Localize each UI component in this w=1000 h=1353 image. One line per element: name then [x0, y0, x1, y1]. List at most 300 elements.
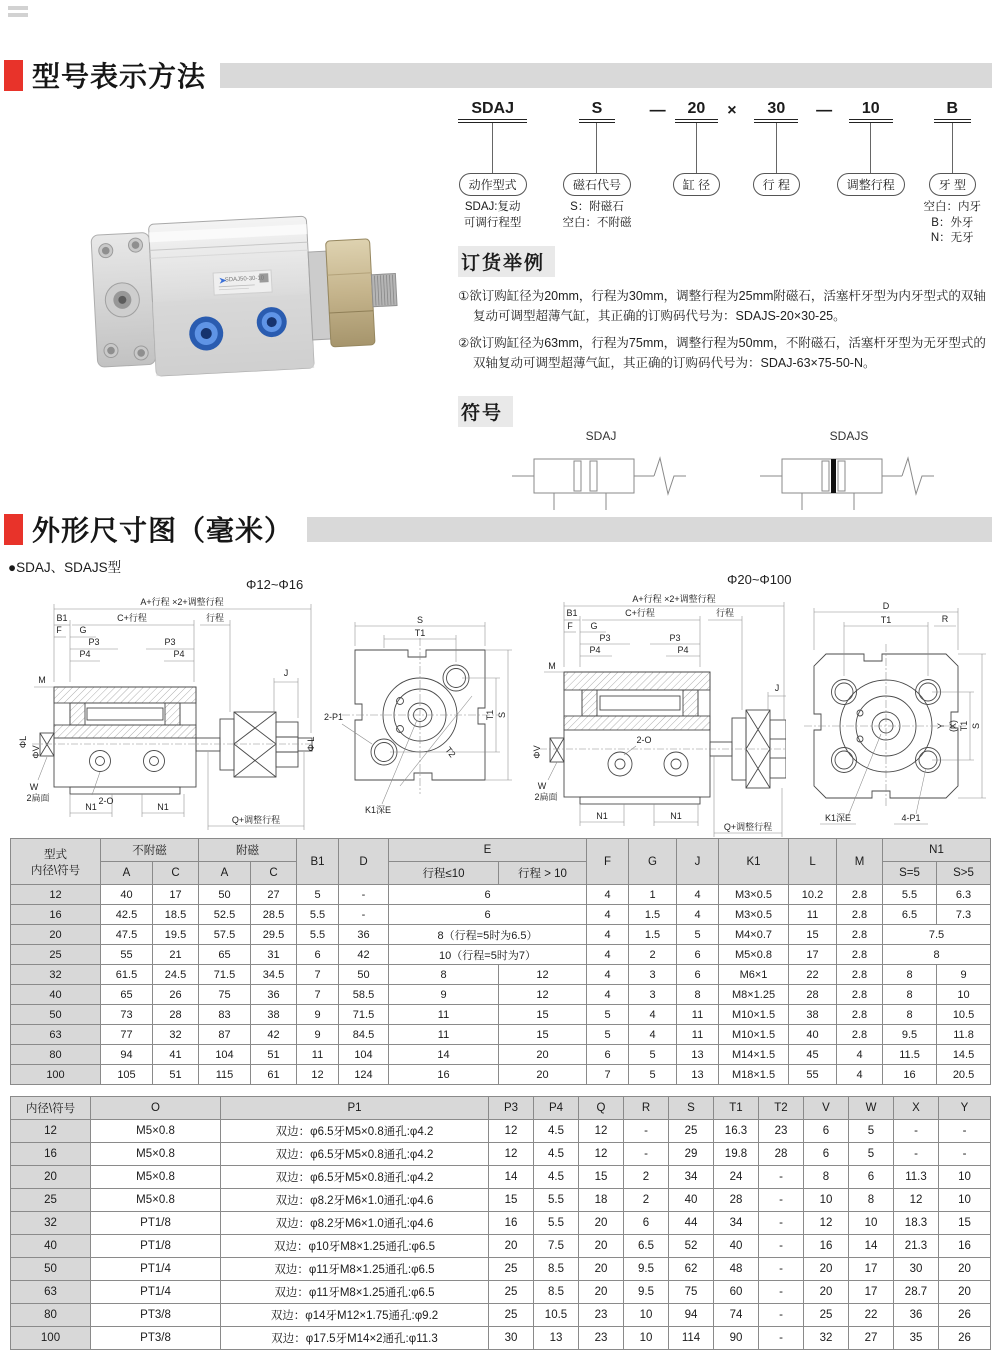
dim-label: T1: [414, 628, 426, 638]
dimension-table-2-container: [10, 1096, 991, 1350]
data-cell: 20: [579, 1235, 624, 1258]
data-cell: 57.5: [199, 925, 251, 945]
data-cell: 25: [489, 1258, 534, 1281]
dim-label: J: [283, 668, 289, 678]
data-cell: 2: [624, 1189, 669, 1212]
code-segment: 20: [675, 100, 719, 123]
data-cell: -: [759, 1281, 804, 1304]
code-segment: B: [934, 100, 972, 123]
data-cell: 35: [894, 1327, 939, 1350]
symbol-label: SDAJS: [829, 429, 869, 443]
data-cell: 10（行程=5时为7）: [389, 945, 587, 965]
header-line: 型式: [44, 848, 67, 861]
data-cell: 5: [629, 1065, 677, 1085]
data-cell: 5: [297, 885, 339, 905]
code-label-pill: 缸 径: [673, 173, 720, 196]
data-cell: 双边：φ6.5牙M5×0.8通孔:φ4.2: [221, 1120, 489, 1143]
column-header: T2: [759, 1097, 804, 1120]
data-cell: 73: [101, 1005, 153, 1025]
column-header: P4: [534, 1097, 579, 1120]
data-cell: 83: [199, 1005, 251, 1025]
row-header-cell: 12: [11, 1120, 91, 1143]
connector-line: [492, 123, 493, 173]
dim-label: Y: [936, 722, 946, 730]
data-cell: 2: [629, 945, 677, 965]
code-separator: —: [816, 102, 833, 119]
data-cell: 2.8: [837, 945, 883, 965]
model-code-part: [910, 100, 995, 247]
data-cell: 5: [849, 1120, 894, 1143]
data-cell: 15: [499, 1005, 587, 1025]
data-cell: 104: [199, 1045, 251, 1065]
table-row: [11, 1166, 991, 1189]
dim-label: P3: [599, 633, 611, 643]
dim-label: M: [548, 661, 556, 671]
data-cell: 28.5: [251, 905, 297, 925]
data-cell: 74: [714, 1304, 759, 1327]
column-header: R: [624, 1097, 669, 1120]
data-cell: 13: [534, 1327, 579, 1350]
column-header: A: [101, 862, 153, 885]
column-header: Y: [939, 1097, 991, 1120]
data-cell: 双边：φ8.2牙M6×1.0通孔:φ4.6: [221, 1189, 489, 1212]
data-cell: 23: [579, 1327, 624, 1350]
table-row: [11, 965, 991, 985]
column-header: F: [587, 839, 629, 885]
data-cell: 4: [677, 885, 719, 905]
connector-line: [696, 123, 697, 173]
data-cell: 25: [489, 1304, 534, 1327]
table-row: [11, 1005, 991, 1025]
model-code-part: [544, 100, 649, 231]
column-header: 不附磁: [101, 839, 199, 862]
dimensions-table-main: [10, 838, 991, 1085]
column-header: N1: [883, 839, 991, 862]
data-cell: 双边：φ10牙M8×1.25通孔:φ6.5: [221, 1235, 489, 1258]
symbol-label: SDAJ: [585, 429, 617, 443]
data-cell: -: [339, 885, 389, 905]
data-cell: 51: [153, 1065, 199, 1085]
drawing-front-view-large: [786, 592, 991, 838]
dim-label: A+行程 ×2+调整行程: [632, 594, 716, 604]
connector-line: [952, 123, 953, 173]
data-cell: 6: [677, 965, 719, 985]
data-cell: 20: [804, 1281, 849, 1304]
data-cell: 124: [339, 1065, 389, 1085]
data-cell: PT3/8: [91, 1327, 221, 1350]
row-header-cell: 32: [11, 965, 101, 985]
data-cell: 双边：φ6.5牙M5×0.8通孔:φ4.2: [221, 1143, 489, 1166]
data-cell: 114: [669, 1327, 714, 1350]
data-cell: 5: [629, 1045, 677, 1065]
data-cell: 5.5: [534, 1212, 579, 1235]
data-cell: 5: [677, 925, 719, 945]
data-cell: 7.5: [534, 1235, 579, 1258]
data-cell: 8: [677, 985, 719, 1005]
data-cell: 10: [804, 1189, 849, 1212]
data-cell: 4.5: [534, 1120, 579, 1143]
ordering-heading: 订货举例: [458, 246, 555, 277]
product-photo: [64, 180, 402, 405]
table-row: [11, 1212, 991, 1235]
column-header: S=5: [883, 862, 937, 885]
data-cell: 15: [789, 925, 837, 945]
data-cell: 60: [714, 1281, 759, 1304]
data-cell: 20: [579, 1212, 624, 1235]
data-cell: 44: [669, 1212, 714, 1235]
data-cell: 7: [297, 985, 339, 1005]
data-cell: -: [339, 905, 389, 925]
data-cell: 16: [804, 1235, 849, 1258]
data-cell: 5.5: [297, 925, 339, 945]
data-cell: M6×1: [719, 965, 789, 985]
table-header: [11, 1097, 991, 1120]
table-row: [11, 1235, 991, 1258]
data-cell: 7.3: [937, 905, 991, 925]
table-row: [11, 1258, 991, 1281]
data-cell: 17: [153, 885, 199, 905]
table-row: [11, 885, 991, 905]
dim-label: (X): [948, 720, 958, 732]
data-cell: 15: [939, 1212, 991, 1235]
column-header: 附磁: [199, 839, 297, 862]
code-separator: ×: [727, 102, 737, 119]
data-cell: 11: [389, 1005, 499, 1025]
row-header-cell: 40: [11, 1235, 91, 1258]
data-cell: 双边：φ17.5牙M14×2通孔:φ11.3: [221, 1327, 489, 1350]
data-cell: 20: [939, 1281, 991, 1304]
dim-label: K1深E: [824, 813, 852, 823]
data-cell: 双边：φ11牙M8×1.25通孔:φ6.5: [221, 1281, 489, 1304]
data-cell: 42: [251, 1025, 297, 1045]
data-cell: PT3/8: [91, 1304, 221, 1327]
data-cell: -: [759, 1258, 804, 1281]
data-cell: 16: [883, 1065, 937, 1085]
column-header: 内径\符号: [11, 1097, 91, 1120]
dim-label: F: [56, 625, 62, 635]
data-cell: 65: [199, 945, 251, 965]
column-header: L: [789, 839, 837, 885]
dimension-drawings: [0, 592, 1000, 838]
data-cell: 41: [153, 1045, 199, 1065]
data-cell: 51: [251, 1045, 297, 1065]
dim-label: 2扁面: [534, 792, 558, 802]
data-cell: 9: [389, 985, 499, 1005]
row-header-cell: 50: [11, 1005, 101, 1025]
data-cell: M10×1.5: [719, 1025, 789, 1045]
dim-label: S: [416, 615, 424, 625]
section-bar: [220, 63, 992, 88]
dim-label: 2扁面: [26, 793, 50, 803]
data-cell: 11: [789, 905, 837, 925]
dim-label: P4: [173, 649, 185, 659]
dim-label: G: [79, 625, 87, 635]
data-cell: 45: [789, 1045, 837, 1065]
column-header: O: [91, 1097, 221, 1120]
data-cell: 55: [789, 1065, 837, 1085]
data-cell: 28: [714, 1189, 759, 1212]
column-header: 行程 > 10: [499, 862, 587, 885]
data-cell: 11: [297, 1045, 339, 1065]
table-row: [11, 1143, 991, 1166]
data-cell: 20: [499, 1045, 587, 1065]
data-cell: 12: [804, 1212, 849, 1235]
symbol-figure-sdajs: [754, 429, 944, 519]
cylinder-section-outline: [40, 687, 312, 794]
row-header-cell: 25: [11, 945, 101, 965]
data-cell: 16: [939, 1235, 991, 1258]
code-notes: [464, 200, 522, 231]
data-cell: 8: [849, 1189, 894, 1212]
data-cell: 52.5: [199, 905, 251, 925]
data-cell: PT1/4: [91, 1258, 221, 1281]
data-cell: -: [939, 1120, 991, 1143]
cylinder-photo-illustration: [64, 180, 402, 400]
dim-label: T2: [443, 744, 458, 760]
table-header: [11, 839, 991, 885]
code-segment: 30: [754, 100, 798, 123]
data-cell: 19.8: [714, 1143, 759, 1166]
dim-label: T1: [485, 709, 495, 721]
data-cell: 9.5: [883, 1025, 937, 1045]
data-cell: 12: [489, 1143, 534, 1166]
data-cell: -: [759, 1327, 804, 1350]
data-cell: -: [759, 1212, 804, 1235]
data-cell: 90: [714, 1327, 759, 1350]
data-cell: 11.3: [894, 1166, 939, 1189]
data-cell: 12: [297, 1065, 339, 1085]
drawing-side-view-large: [528, 592, 786, 838]
data-cell: 4: [629, 1025, 677, 1045]
data-cell: 6: [389, 885, 587, 905]
drawing-side-view-small: [12, 592, 318, 838]
data-cell: 23: [759, 1120, 804, 1143]
column-header-bore: [11, 839, 101, 885]
adjuster-nut: [326, 239, 375, 347]
data-cell: 14.5: [937, 1045, 991, 1065]
data-cell: 50: [339, 965, 389, 985]
data-cell: 34: [714, 1212, 759, 1235]
dim-label: N1: [85, 802, 97, 812]
data-cell: 4.5: [534, 1166, 579, 1189]
table-row: [11, 985, 991, 1005]
data-cell: 4: [837, 1045, 883, 1065]
dim-label: W: [29, 782, 39, 792]
data-cell: 25: [804, 1304, 849, 1327]
data-cell: PT1/8: [91, 1212, 221, 1235]
table-body: [11, 885, 991, 1085]
data-cell: M3×0.5: [719, 885, 789, 905]
dimension-table-1-container: [10, 838, 991, 1085]
dim-label: N1: [670, 811, 682, 821]
data-cell: 58.5: [339, 985, 389, 1005]
data-cell: M3×0.5: [719, 905, 789, 925]
data-cell: 24.5: [153, 965, 199, 985]
data-cell: 28: [789, 985, 837, 1005]
symbols-heading: 符号: [458, 396, 513, 427]
data-cell: 104: [339, 1045, 389, 1065]
note-line: 可调行程型: [463, 216, 522, 229]
code-notes: [562, 200, 631, 231]
data-cell: 27: [849, 1327, 894, 1350]
series-subtitle: ●SDAJ、SDAJS型: [8, 560, 122, 575]
data-cell: 7: [587, 1065, 629, 1085]
data-cell: 双边：φ8.2牙M6×1.0通孔:φ4.6: [221, 1212, 489, 1235]
data-cell: 87: [199, 1025, 251, 1045]
table-row: [11, 1065, 991, 1085]
column-header: W: [849, 1097, 894, 1120]
model-code-row: [441, 100, 995, 247]
column-header: S: [669, 1097, 714, 1120]
data-cell: 47.5: [101, 925, 153, 945]
dim-label: P4: [589, 645, 601, 655]
dim-label: Q+调整行程: [723, 822, 773, 832]
data-cell: 30: [489, 1327, 534, 1350]
data-cell: 115: [199, 1065, 251, 1085]
data-cell: 94: [669, 1304, 714, 1327]
data-cell: 8: [883, 1005, 937, 1025]
dim-label: T1: [880, 615, 892, 625]
dim-label: K1深E: [364, 805, 392, 815]
section-bullet: [4, 514, 23, 545]
section-bar: [307, 517, 992, 542]
dim-label: S: [497, 711, 507, 719]
data-cell: -: [624, 1143, 669, 1166]
row-header-cell: 40: [11, 985, 101, 1005]
data-cell: 28: [759, 1143, 804, 1166]
row-header-cell: 20: [11, 1166, 91, 1189]
table-row: [11, 1025, 991, 1045]
data-cell: 40: [101, 885, 153, 905]
row-header-cell: 80: [11, 1304, 91, 1327]
data-cell: 11: [389, 1025, 499, 1045]
data-cell: 8: [883, 965, 937, 985]
data-cell: 5: [587, 1005, 629, 1025]
dim-label: A+行程 ×2+调整行程: [140, 597, 224, 607]
data-cell: 1.5: [629, 905, 677, 925]
data-cell: 14: [489, 1166, 534, 1189]
symbols-section: [458, 396, 995, 514]
table-row: [11, 925, 991, 945]
symbol-figure-sdaj: [506, 429, 696, 519]
section-title: 型号表示方法: [32, 61, 207, 92]
data-cell: 40: [714, 1235, 759, 1258]
ordering-item: ②欲订购缸径为63mm，行程为75mm，调整行程为50mm，不附磁石，活塞杆牙型为无牙型式的双轴复动可调型超薄气缸，其正确的订购码代号为：SDAJ-63×75-50-N。: [458, 335, 986, 370]
column-header: K1: [719, 839, 789, 885]
row-header-cell: 32: [11, 1212, 91, 1235]
data-cell: 20: [579, 1281, 624, 1304]
data-cell: 61: [251, 1065, 297, 1085]
sticker-text: SDAJ50-30-10: [224, 275, 265, 284]
data-cell: 双边：φ14牙M12×1.75通孔:φ9.2: [221, 1304, 489, 1327]
data-cell: 36: [894, 1304, 939, 1327]
data-cell: 1: [629, 885, 677, 905]
data-cell: 4: [587, 885, 629, 905]
data-cell: 1.5: [629, 925, 677, 945]
note-line: B：外牙: [931, 216, 974, 229]
code-label-pill: 调整行程: [837, 173, 905, 196]
column-header: Q: [579, 1097, 624, 1120]
data-cell: 20: [499, 1065, 587, 1085]
dim-label: 4-P1: [901, 813, 921, 823]
data-cell: 17: [849, 1258, 894, 1281]
data-cell: 10: [624, 1327, 669, 1350]
dim-label: N1: [157, 802, 169, 812]
data-cell: 10: [937, 985, 991, 1005]
data-cell: 12: [489, 1120, 534, 1143]
section-header-model: [0, 56, 1000, 94]
data-cell: PT1/4: [91, 1281, 221, 1304]
code-label-pill: 动作型式: [459, 173, 527, 196]
data-cell: 36: [251, 985, 297, 1005]
column-header: X: [894, 1097, 939, 1120]
data-cell: 55: [101, 945, 153, 965]
dim-label: F: [567, 621, 573, 631]
data-cell: 6: [587, 1045, 629, 1065]
data-cell: 6: [804, 1120, 849, 1143]
note-line: 空白：不附磁: [562, 216, 632, 229]
data-cell: 12: [579, 1143, 624, 1166]
column-header: J: [677, 839, 719, 885]
data-cell: M10×1.5: [719, 1005, 789, 1025]
data-cell: 22: [849, 1304, 894, 1327]
data-cell: PT1/8: [91, 1235, 221, 1258]
row-header-cell: 80: [11, 1045, 101, 1065]
data-cell: 8: [389, 965, 499, 985]
dim-label: C+行程: [117, 613, 147, 623]
data-cell: 26: [153, 985, 199, 1005]
data-cell: 双边：φ6.5牙M5×0.8通孔:φ4.2: [221, 1166, 489, 1189]
data-cell: 12: [894, 1189, 939, 1212]
dim-label: J: [774, 683, 780, 693]
data-cell: 42: [339, 945, 389, 965]
pneumatic-symbol-sdaj: [506, 444, 696, 514]
data-cell: 50: [199, 885, 251, 905]
data-cell: 25: [489, 1281, 534, 1304]
ordering-examples: [458, 246, 995, 373]
column-header: D: [339, 839, 389, 885]
data-cell: 14: [389, 1045, 499, 1065]
data-cell: 10: [939, 1189, 991, 1212]
data-cell: 28.7: [894, 1281, 939, 1304]
data-cell: -: [759, 1166, 804, 1189]
data-cell: 6: [849, 1166, 894, 1189]
data-cell: 3: [629, 985, 677, 1005]
dim-label: 行程: [715, 608, 735, 618]
dim-label: ΦV: [31, 745, 41, 759]
data-cell: 14: [849, 1235, 894, 1258]
data-cell: 18.3: [894, 1212, 939, 1235]
data-cell: -: [759, 1235, 804, 1258]
data-cell: 6: [677, 945, 719, 965]
data-cell: 11: [677, 1005, 719, 1025]
dim-label: P3: [88, 637, 100, 647]
data-cell: 15: [579, 1166, 624, 1189]
page-corner-mark: [8, 6, 28, 19]
table-row: [11, 1120, 991, 1143]
table-row: [11, 1281, 991, 1304]
data-cell: 11.8: [937, 1025, 991, 1045]
data-cell: M4×0.7: [719, 925, 789, 945]
row-header-cell: 63: [11, 1025, 101, 1045]
data-cell: 20: [804, 1258, 849, 1281]
data-cell: M5×0.8: [91, 1166, 221, 1189]
data-cell: M5×0.8: [91, 1189, 221, 1212]
data-cell: 2.8: [837, 965, 883, 985]
data-cell: 21.3: [894, 1235, 939, 1258]
data-cell: 17: [849, 1281, 894, 1304]
data-cell: 4: [629, 1005, 677, 1025]
